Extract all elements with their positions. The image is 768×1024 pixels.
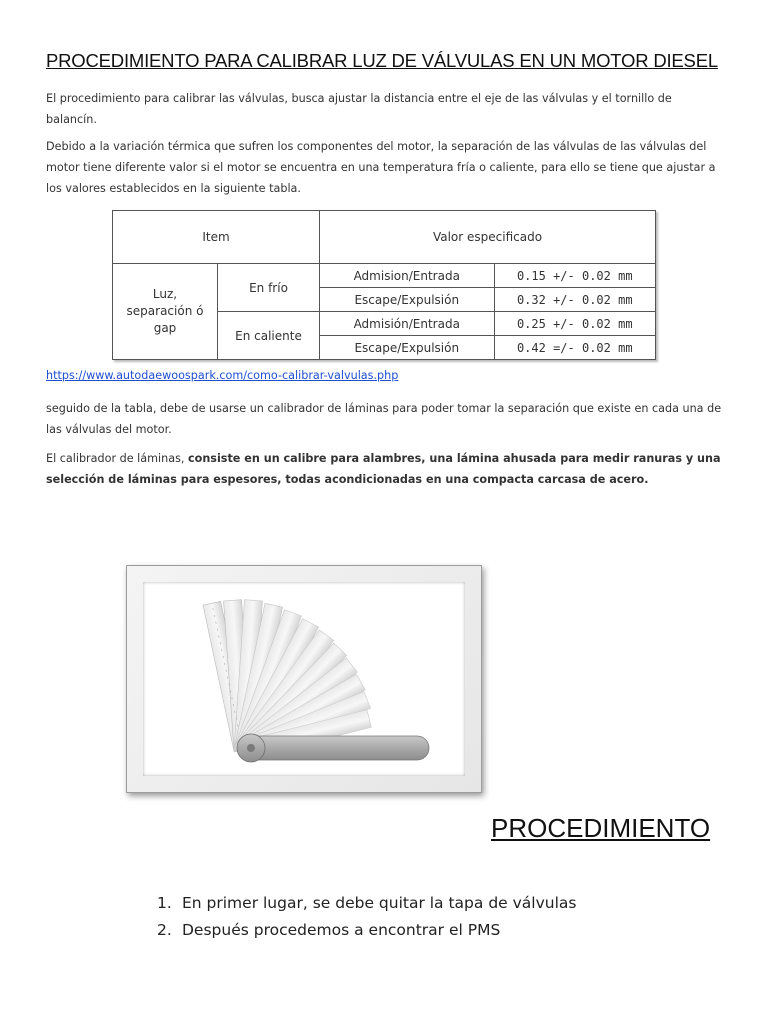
text-run-bold: lámina: [456, 452, 500, 465]
valve-value-cell: 0.42 =/- 0.02 mm: [494, 336, 655, 360]
item-label-cell: Luz, separación ó gap: [113, 264, 218, 360]
cold-label-cell: En frío: [218, 264, 320, 312]
text-run-bold: láminas: [127, 473, 177, 486]
procedure-steps: [157, 890, 576, 944]
text-run-bold: para espesores, todas acondicionadas en una compacta carcasa de acero.: [176, 473, 649, 486]
feeler-gauge-image: [126, 565, 482, 793]
step-text: Después procedemos a encontrar el PMS: [182, 921, 501, 939]
step-text: En primer lugar, se debe quitar la tapa de válvulas: [182, 894, 577, 912]
list-item: [157, 890, 576, 917]
feeler-gauge-illustration: [143, 582, 465, 776]
valve-value-cell: 0.15 +/- 0.02 mm: [494, 264, 655, 288]
step-number: 1.: [157, 894, 172, 912]
source-link[interactable]: https://www.autodaewoospark.com/como-calibrar-valvulas.php: [46, 369, 399, 382]
document-title: PROCEDIMIENTO PARA CALIBRAR LUZ DE VÁLVULAS EN UN MOTOR DIESEL: [46, 50, 718, 71]
gauge-holder: [237, 734, 429, 762]
valve-value-cell: 0.32 +/- 0.02 mm: [494, 288, 655, 312]
valve-type-cell: Escape/Expulsión: [320, 336, 495, 360]
list-item: [157, 917, 576, 944]
valve-value-cell: 0.25 +/- 0.02 mm: [494, 312, 655, 336]
gauge-description-paragraph: [46, 448, 726, 490]
text-run-bold: consiste en un calibre para alambres, una: [188, 452, 457, 465]
gauge-usage-paragraph: seguido de la tabla, debe de usarse un calibrador de láminas para poder tomar la separación que existe en cada una de las válvulas del motor.: [46, 402, 722, 436]
feeler-gauge-photo: [143, 582, 465, 776]
thermal-paragraph: Debido a la variación térmica que sufren los componentes del motor, la separación de las válvulas de las válvulas del motor tiene diferente valor si el motor se encuentra en una temperatura fría o caliente, para ello se tiene que ajustar a los valores establecidos en la siguiente tabla.: [46, 140, 716, 195]
valve-type-cell: Admisión/Entrada: [320, 312, 495, 336]
text-run-bold: ahusada para medir ranuras y una selección de: [46, 452, 721, 486]
valve-clearance-table: [112, 210, 656, 360]
header-item: Item: [113, 211, 320, 264]
gauge-blades: [203, 600, 371, 759]
text-run: El calibrador de láminas,: [46, 452, 189, 465]
hot-label-cell: En caliente: [218, 312, 320, 360]
header-value: Valor especificado: [320, 211, 656, 264]
intro-paragraph: El procedimiento para calibrar las válvulas, busca ajustar la distancia entre el eje de las válvulas y el tornillo de balancín.: [46, 92, 672, 126]
valve-type-cell: Escape/Expulsión: [320, 288, 495, 312]
procedure-heading: PROCEDIMIENTO: [491, 813, 711, 843]
valve-type-cell: Admision/Entrada: [320, 264, 495, 288]
step-number: 2.: [157, 921, 172, 939]
